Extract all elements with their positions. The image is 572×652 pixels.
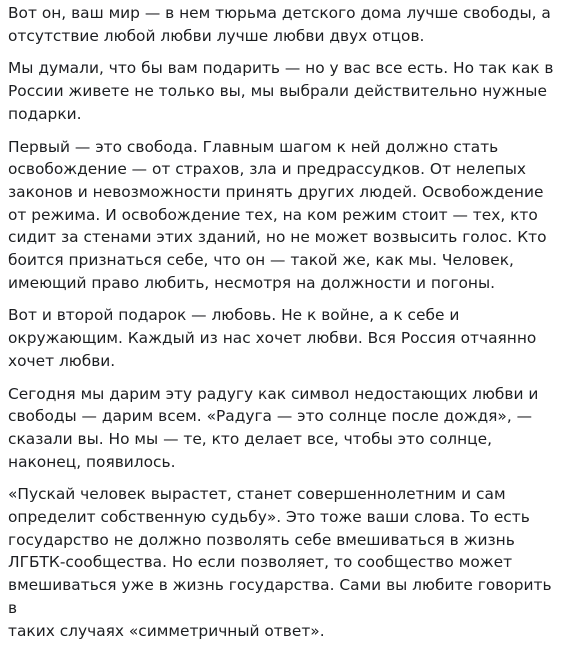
- post-text: [8, 2, 564, 652]
- paragraph-1: Вот он, ваш мир — в нем тюрьма детского дома лучше свободы, а отсутствие любой любви лучше любви двух отцов.: [8, 4, 551, 45]
- paragraph-6: «Пускай человек вырастет, станет совершеннолетним и сам определит собственную судьбу». Это тоже ваши слова. То есть государство не должно позволять себе вмешиваться в жизнь ЛГБТК-сообщества. Но если позволяет, то сообщество может вмешиваться уже в жизнь государства. Сами вы любите говорить в таких случаях «симметричный ответ».: [8, 485, 552, 640]
- paragraph-3: Первый — это свобода. Главным шагом к ней должно стать освобождение — от страхов, зла и предрассудков. От нелепых законов и невозможности принять других людей. Освобождение от режима. И освобождение тех, на ком режим стоит — тех, кто сидит за стенами этих зданий, но не может возвысить голос. Кто боится признаться себе, что он — такой же, как мы. Человек, имеющий право любить, несмотря на должности и погоны.: [8, 137, 547, 292]
- paragraph-2: Мы думали, что бы вам подарить — но у вас все есть. Но так как в России живете не только вы, мы выбрали действительно нужные подарки.: [8, 59, 554, 123]
- paragraph-4: Вот и второй подарок — любовь. Не к войне, а к себе и окружающим. Каждый из нас хочет любви. Вся Россия отчаянно хочет любви.: [8, 306, 537, 370]
- paragraph-5: Сегодня мы дарим эту радугу как символ недостающих любви и свободы — дарим всем. «Радуга — это солнце после дождя», — сказали вы. Но мы — те, кто делает все, чтобы это солнце, наконец, появилось.: [8, 384, 539, 471]
